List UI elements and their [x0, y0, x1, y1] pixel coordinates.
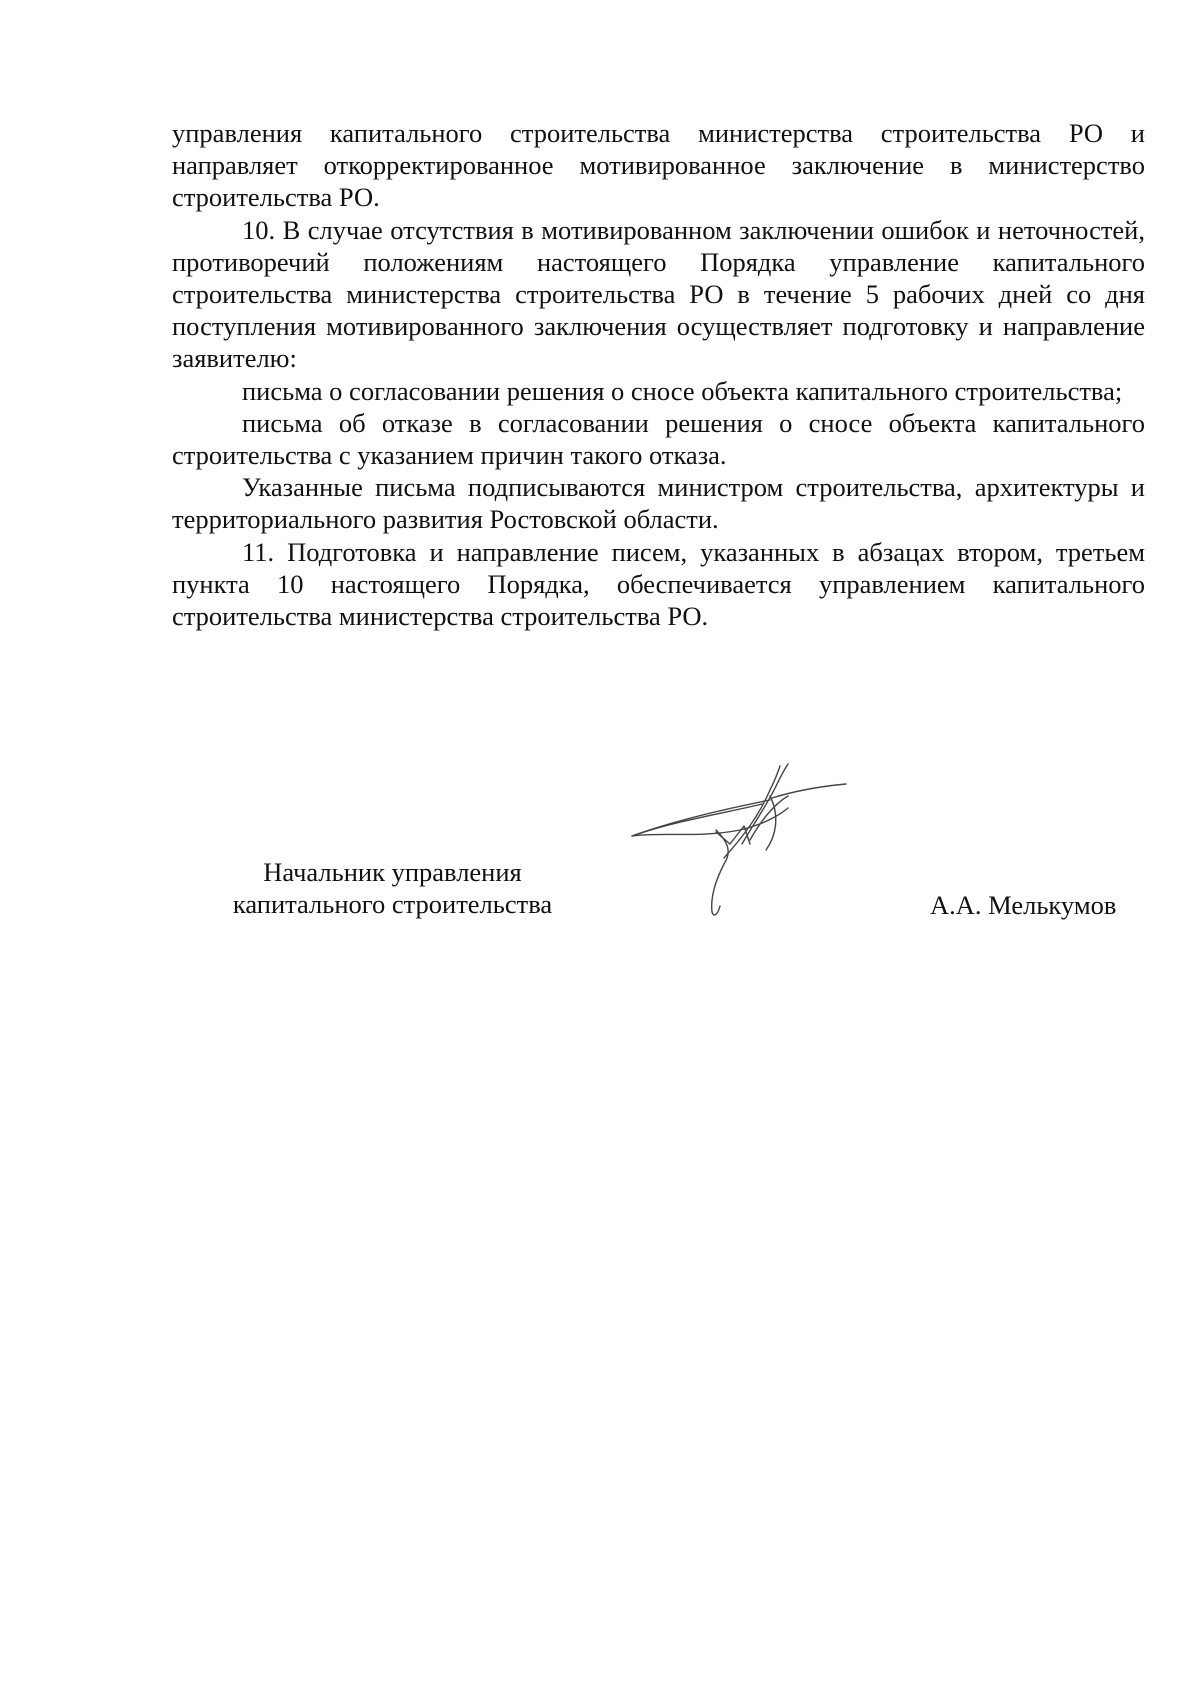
signatory-position	[200, 856, 585, 920]
handwritten-signature	[620, 760, 860, 920]
signatory-position-line2: капитального строительства	[232, 889, 553, 919]
signatory-position-line1: Начальник управления	[263, 857, 522, 887]
signatory-name: А.А. Мелькумов	[930, 890, 1117, 920]
paragraph-item-10: 10. В случае отсутствия в мотивированном заключении ошибок и неточностей, противоречий положениям настоящего Порядка управление капитального строительства министерства строительства РО в течение 5 рабочих дней со дня поступления мотивированного заключения осуществляет подготовку и направление заявителю:	[172, 214, 1145, 374]
paragraph-continuation: управления капитального строительства министерства строительства РО и направляет откорректированное мотивированное заключение в министерство строительства РО.	[172, 118, 1145, 213]
paragraph-item-11: 11. Подготовка и направление писем, указанных в абзацах втором, третьем пункта 10 настоящего Порядка, обеспечивается управлением капитального строительства министерства строительства РО.	[172, 536, 1145, 632]
paragraph-letter-refusal: письма об отказе в согласовании решения о сносе объекта капитального строительства с указанием причин такого отказа.	[172, 407, 1145, 471]
document-body	[172, 117, 1145, 632]
paragraph-letter-approval: письма о согласовании решения о сносе объекта капитального строительства;	[242, 375, 1123, 406]
paragraph-signatory: Указанные письма подписываются министром строительства, архитектуры и территориального развития Ростовской области.	[172, 472, 1145, 535]
